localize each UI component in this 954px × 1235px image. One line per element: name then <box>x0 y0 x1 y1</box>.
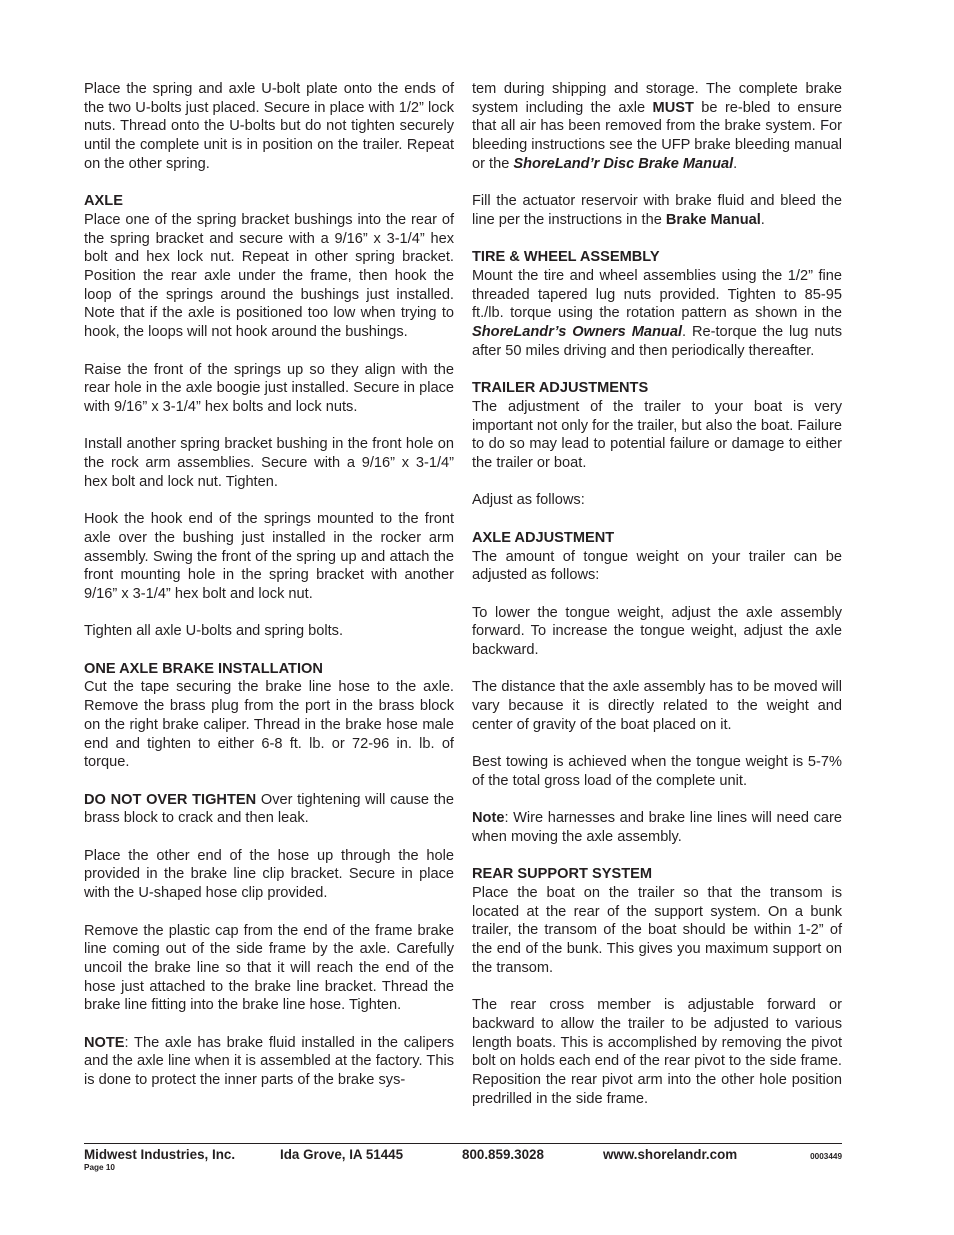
paragraph: The rear cross member is adjustable forward or backward to allow the trailer to be adjusted to various length boats. This is accomplished by removing the pivot bolt on holds each end of the rear pivot to the side frame. Reposition the rear pivot arm into the other hole position predrilled in the side frame. <box>472 997 842 1107</box>
heading-rear-support-system: REAR SUPPORT SYSTEM <box>472 866 653 883</box>
text-run: tem during shipping and storage. The complete brake system including the axle <box>472 81 842 116</box>
note-label: Note <box>472 810 505 827</box>
paragraph: Cut the tape securing the brake line hose to the axle. Remove the brass plug from the port in the brass block on the right brake caliper. Thread in the brake hose male end and tighten to either 6-8 ft. lb. or 72-96 in. lb. of torque. <box>84 679 454 771</box>
paragraph: Install another spring bracket bushing in the front hole on the rock arm assemblies. Secure with a 9/16” x 3-1/4” hex bolt and lock nut. Tighten. <box>84 436 454 490</box>
footer-phone: 800.859.3028 <box>462 1147 544 1162</box>
paragraph: The distance that the axle assembly has to be moved will vary because it is directly related to the weight and center of gravity of the boat placed on it. <box>472 679 842 733</box>
paragraph: The adjustment of the trailer to your boat is very important not only for the trailer, but also the boat. Failure to do so may lead to potential failure or damage to either the trailer or boat. <box>472 398 842 472</box>
note-label: NOTE <box>84 1034 125 1051</box>
heading-axle: AXLE <box>84 193 123 210</box>
paragraph: The amount of tongue weight on your trailer can be adjusted as follows: <box>472 548 842 584</box>
text-run: . Re-torque the lug nuts after 50 miles driving and then periodically thereafter. <box>472 324 842 359</box>
heading-axle-adjustment: AXLE ADJUSTMENT <box>472 529 615 546</box>
paragraph <box>472 80 842 174</box>
paragraph: To lower the tongue weight, adjust the axle assembly forward. To increase the tongue weight, adjust the axle backward. <box>472 604 842 658</box>
paragraph <box>472 267 842 361</box>
footer-website: www.shorelandr.com <box>603 1147 738 1162</box>
footer-company: Midwest Industries, Inc. <box>84 1147 236 1162</box>
emphasis-must: MUST <box>652 99 694 116</box>
manual-reference: ShoreLand’r Disc Brake Manual <box>513 155 734 172</box>
paragraph <box>84 1034 454 1090</box>
heading-one-axle-brake-installation: ONE AXLE BRAKE INSTALLATION <box>84 660 323 677</box>
paragraph: Best towing is achieved when the tongue weight is 5-7% of the total gross load of the complete unit. <box>472 754 842 789</box>
note-text: : The axle has brake fluid installed in the calipers and the axle line when it is assembled at the factory. This is done to protect the inner parts of the brake sys- <box>84 1034 454 1089</box>
text-run: . <box>733 155 738 172</box>
paragraph: Hook the hook end of the springs mounted to the front axle over the bushing just installed in the rocker arm assembly. Swing the front of the spring up and attach the front mounting hole in the spring bracket with another 9/16” x 3-1/4” hex bolt and lock nut. <box>84 511 454 602</box>
text-run: Fill the actuator reservoir with brake fluid and bleed the line per the instructions in the <box>472 193 842 228</box>
warning-text: Over tightening will cause the brass block to crack and then leak. <box>84 791 455 827</box>
heading-trailer-adjustments: TRAILER ADJUSTMENTS <box>472 380 649 397</box>
note-text: : Wire harnesses and brake line lines will need care when moving the axle assembly. <box>472 810 842 845</box>
paragraph <box>472 809 842 846</box>
text-run: Mount the tire and wheel assemblies using the 1/2” fine threaded tapered lug nuts provided. Tighten to 85-95 ft./lb. torque using the rotation pattern as shown in the <box>472 268 842 322</box>
page-number: Page 10 <box>84 1163 115 1172</box>
paragraph: Remove the plastic cap from the end of the frame brake line coming out of the side frame by the axle. Carefully uncoil the brake line so that it will reach the end of the hose just attached to the brake line bracket. Thread the brake line fitting into the brake line hose. Tighten. <box>84 922 454 1014</box>
footer-address: Ida Grove, IA 51445 <box>280 1147 404 1162</box>
paragraph <box>84 791 454 828</box>
paragraph: Adjust as follows: <box>472 492 585 509</box>
manual-reference: ShoreLandr’s Owners Manual <box>472 324 682 341</box>
paragraph: Place the boat on the trailer so that the transom is located at the rear of the support system. On a bunk trailer, the transom of the boat should be within 1-2” of the end of the bunk. This gives you maximum support on the transom. <box>472 885 842 976</box>
right-column <box>472 80 842 1127</box>
manual-reference: Brake Manual <box>665 211 761 228</box>
paragraph: Raise the front of the springs up so they align with the rear hole in the axle boogie just installed. Secure in place with 9/16” x 3-1/4” hex bolts and lock nuts. <box>84 361 454 415</box>
text-run: . <box>760 211 765 228</box>
paragraph <box>472 192 842 229</box>
paragraph: Tighten all axle U-bolts and spring bolts. <box>84 623 344 640</box>
heading-tire-wheel-assembly: TIRE & WHEEL ASSEMBLY <box>472 249 660 266</box>
left-column <box>84 80 454 1109</box>
footer-divider <box>84 1143 842 1144</box>
warning-label: DO NOT OVER TIGHTEN <box>84 791 257 808</box>
text-run: be re-bled to ensure that all air has been removed from the brake system. For bleeding instructions see the UFP brake bleeding manual or the <box>472 99 842 172</box>
paragraph: Place the other end of the hose up through the hole provided in the brake line clip bracket. Secure in place with the U-shaped hose clip provided. <box>84 847 454 902</box>
footer-document-code: 0003449 <box>810 1152 842 1161</box>
paragraph: Place the spring and axle U-bolt plate onto the ends of the two U-bolts just placed. Secure in place with 1/2” lock nuts. Thread onto the U-bolts but do not tighten securely until the complete unit is in position on the trailer. Repeat on the other spring. <box>84 81 454 172</box>
paragraph: Place one of the spring bracket bushings into the rear of the spring bracket and secure with a 9/16” x 3-1/4” hex bolt and hex lock nut. Repeat in other spring bracket. Position the rear axle under the frame, then hook the loop of the springs around the bushings just installed. Note that if the axle is positioned too low when trying to hook, the loops will not hook around the bushings. <box>84 211 454 341</box>
